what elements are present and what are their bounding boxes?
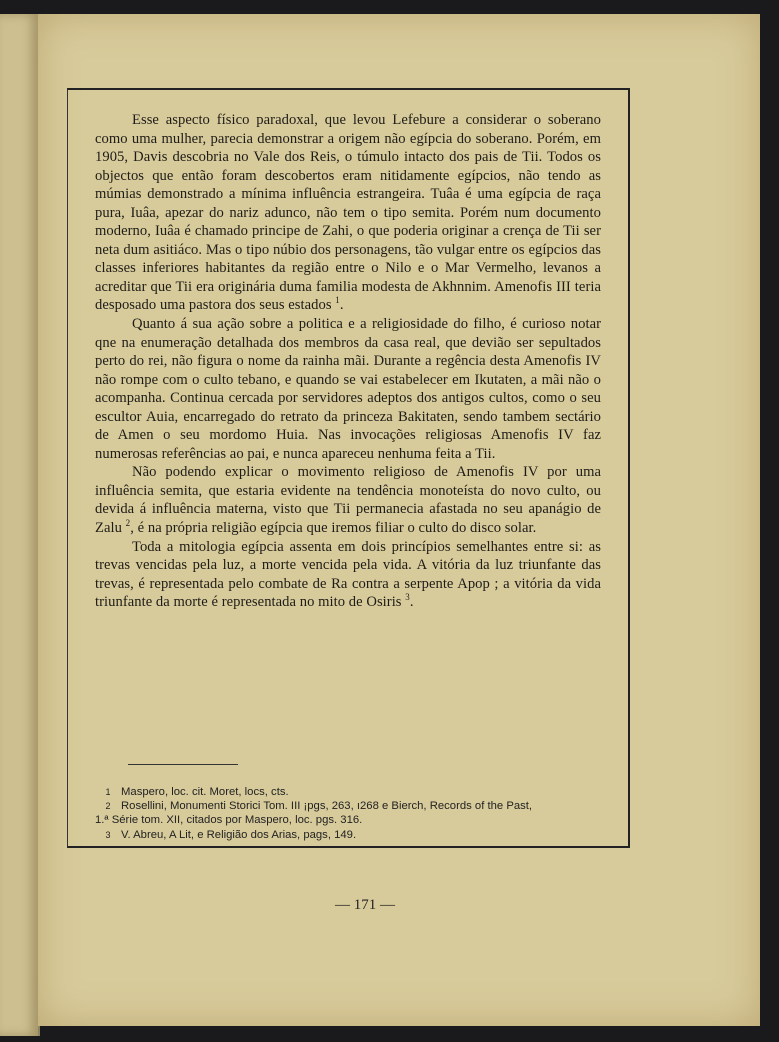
left-page-edge (0, 14, 40, 1036)
page-number: — 171 — (335, 897, 395, 913)
paragraph-2: Quanto á sua ação sobre a politica e a religiosidade do filho, é curioso notar qne na enumeração detalhada dos membros da casa real, que devião ser sepultados perto do rei, não figura o nome da rainha mãi. Durante a regência desta Amenofis IV não rompe com o culto tebano, e quando se vai estabelecer em Ikutaten, a mãi não o acompanha. Continua cercada por servidores adeptos dos antigos cultos, como o seu escultor Auia, encarregado do retrato da princeza Bakitaten, sendo tambem sectário de Amen o seu mordomo Huia. Nas invocações religiosas Amenofis IV faz numerosas referências ao pai, e nunca apareceu nenhuma feita a Tii. (95, 316, 601, 462)
footnote-2: 2 Rosellini, Monumenti Storici Tom. III ¡pgs, 263, ı268 e Bierch, Records of the Past, (105, 800, 533, 813)
body-text (95, 111, 601, 612)
paragraph-3: Não podendo explicar o movimento religioso de Amenofis IV por uma influência semita, que estaria evidente na tendência monoteísta do novo culto, ou devida á influência materna, visto que Tii permanecia afastada no seu apanágio de Zalu $^2$, é na própria religião egípcia que iremos filiar o culto do disco solar. (95, 464, 601, 537)
footnote-ref-2: 2 (125, 518, 131, 529)
footnote-2-continued: 1.ª Série tom. XII, citados por Maspero, loc. pgs. 316. (95, 814, 363, 827)
footnote-divider (128, 764, 238, 765)
footnote-ref-3: 3 (405, 592, 410, 603)
footnotes (95, 785, 615, 842)
footnote-3: 3 V. Abreu, A Lit, e Religião dos Arias, pags, 149. (105, 828, 357, 841)
footnote-1: 1 Maspero, loc. cit. Moret, locs, cts. (105, 786, 289, 798)
paragraph-1: Esse aspecto físico paradoxal, que levou Lefebure a considerar o soberano como uma mulher, parecia demonstrar a origem não egípcia do soberano. Porém, em 1905, Davis descobria no Vale dos Reis, o túmulo intacto dos pais de Tii. Todos os objectos que então foram descobertos eram nitidamente egípcios, não tendo as múmias demonstrado a mínima influência estrangeira. Tuâa é uma egípcia de raça pura, Iuâa, apezar do nariz adunco, não tem o tipo semita. Porém num documento moderno, Iuâa é chamado principe de Zahi, o que poderia originar a crença de Tii ser neta dum asitiáco. Mas o tipo núbio dos personagens, tão vulgar entre os egípcios das classes inferiores habitantes da região entre o Nilo e o Mar Vermelho, levanos a acreditar que Tii era originária duma familia modesta de Akhnnim. Amenofis III teria desposado uma pastora dos seus estados $^1$. (95, 112, 601, 314)
footnote-ref-1: 1 (335, 295, 340, 306)
paragraph-4: Toda a mitologia egípcia assenta em dois princípios semelhantes entre si: as trevas vencidas pela luz, a morte vencida pela vida. A vitória da luz triunfante das trevas, é representada pelo combate de Ra contra a serpente Apop ; a vitória da vida triunfante da morte é representada no mito de Osiris $^3$. (95, 538, 601, 611)
